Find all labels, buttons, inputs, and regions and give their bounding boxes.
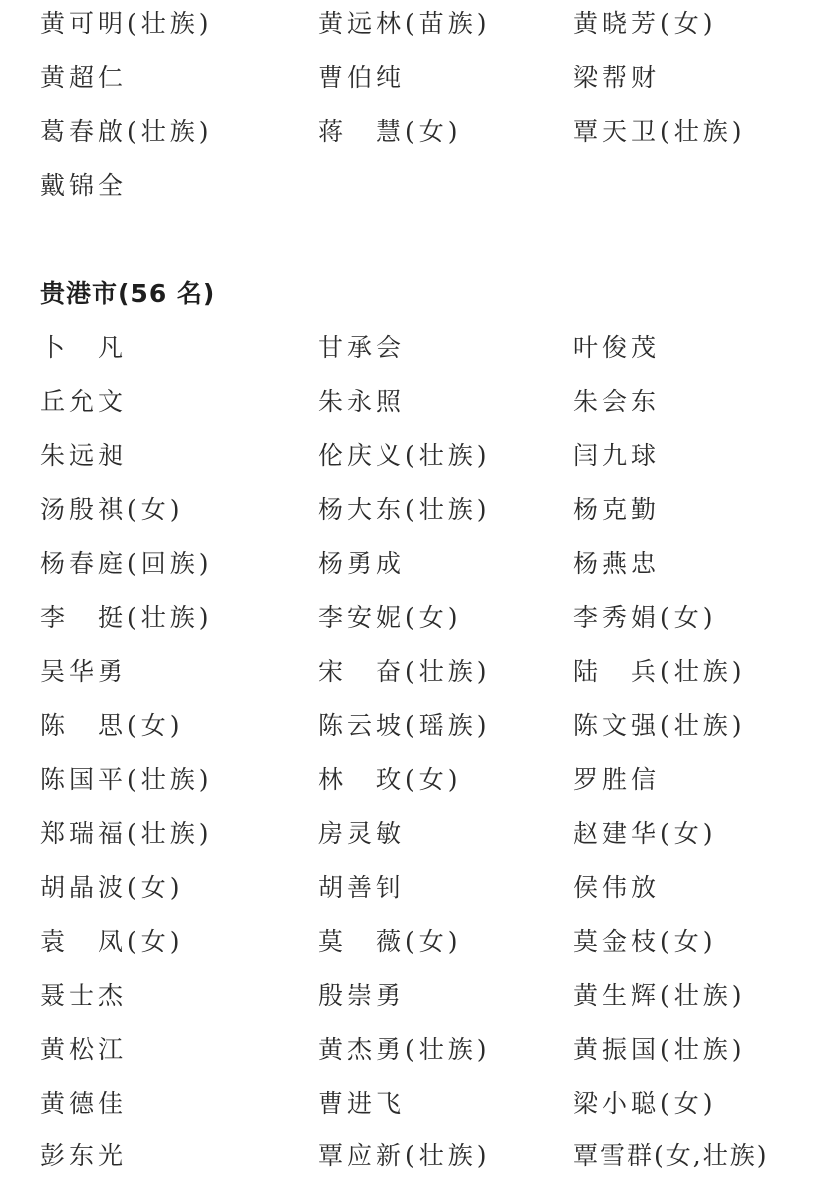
list-item: 叶俊茂 (573, 333, 661, 362)
list-item: 莫金枝(女) (573, 927, 717, 956)
list-item: 杨燕忠 (573, 549, 661, 578)
list-item: 胡善钊 (318, 873, 406, 902)
list-row (0, 652, 822, 692)
list-item: 曹伯纯 (318, 63, 406, 92)
list-item: 覃雪群(女,壮族) (573, 1141, 769, 1170)
list-item: 黄晓芳(女) (573, 9, 717, 38)
list-row (0, 112, 822, 152)
list-item: 葛春啟(壮族) (40, 117, 213, 146)
list-item: 吴华勇 (40, 657, 128, 686)
list-item: 杨克勤 (573, 495, 661, 524)
list-item: 李 挺(壮族) (40, 603, 213, 632)
list-row (0, 436, 822, 476)
list-item: 侯伟放 (573, 873, 661, 902)
list-row (0, 1084, 822, 1124)
list-item: 黄杰勇(壮族) (318, 1035, 491, 1064)
list-row (0, 544, 822, 584)
list-item: 宋 奋(壮族) (318, 657, 491, 686)
list-item: 陈云坡(瑶族) (318, 711, 491, 740)
list-item: 丘允文 (40, 387, 128, 416)
list-item: 罗胜信 (573, 765, 661, 794)
list-item: 黄可明(壮族) (40, 9, 213, 38)
list-item: 黄远林(苗族) (318, 9, 491, 38)
list-item: 黄生辉(壮族) (573, 981, 746, 1010)
list-item: 蒋 慧(女) (318, 117, 462, 146)
list-item: 彭东光 (40, 1141, 128, 1170)
list-item: 李秀娟(女) (573, 603, 717, 632)
list-row (0, 814, 822, 854)
list-item: 卜 凡 (40, 333, 128, 362)
list-item: 陆 兵(壮族) (573, 657, 746, 686)
list-row (0, 922, 822, 962)
list-item: 袁 凤(女) (40, 927, 184, 956)
list-item: 李安妮(女) (318, 603, 462, 632)
list-row (0, 1136, 822, 1176)
list-item: 黄超仁 (40, 63, 128, 92)
list-item: 陈国平(壮族) (40, 765, 213, 794)
list-item: 胡晶波(女) (40, 873, 184, 902)
list-item: 覃应新(壮族) (318, 1141, 491, 1170)
list-item: 赵建华(女) (573, 819, 717, 848)
list-item: 房灵敏 (318, 819, 406, 848)
list-row (0, 166, 822, 206)
list-row (0, 976, 822, 1016)
list-item: 梁小聪(女) (573, 1089, 717, 1118)
list-item: 杨春庭(回族) (40, 549, 213, 578)
list-item: 陈文强(壮族) (573, 711, 746, 740)
list-row (0, 382, 822, 422)
list-row (0, 868, 822, 908)
list-row (0, 490, 822, 530)
list-item: 梁帮财 (573, 63, 661, 92)
list-item: 黄德佳 (40, 1089, 128, 1118)
list-item: 莫 薇(女) (318, 927, 462, 956)
list-item: 郑瑞福(壮族) (40, 819, 213, 848)
list-item: 甘承会 (318, 333, 406, 362)
list-row (0, 58, 822, 98)
list-item: 黄松江 (40, 1035, 128, 1064)
list-item: 陈 思(女) (40, 711, 184, 740)
list-row (0, 706, 822, 746)
list-row (0, 1030, 822, 1070)
list-item: 朱会东 (573, 387, 661, 416)
list-item: 杨勇成 (318, 549, 406, 578)
list-row (0, 4, 822, 44)
list-item: 汤殷祺(女) (40, 495, 184, 524)
list-row (0, 328, 822, 368)
list-item: 林 玫(女) (318, 765, 462, 794)
list-item: 朱永照 (318, 387, 406, 416)
list-item: 聂士杰 (40, 981, 128, 1010)
list-item: 殷崇勇 (318, 981, 406, 1010)
list-item: 朱远昶 (40, 441, 128, 470)
list-row (0, 598, 822, 638)
list-item: 黄振国(壮族) (573, 1035, 746, 1064)
list-item: 闫九球 (573, 441, 661, 470)
list-item: 覃天卫(壮族) (573, 117, 746, 146)
list-item: 曹进飞 (318, 1089, 406, 1118)
list-item: 伦庆义(壮族) (318, 441, 491, 470)
list-item: 杨大东(壮族) (318, 495, 491, 524)
list-row (0, 760, 822, 800)
list-item: 戴锦全 (40, 171, 128, 200)
section-heading: 贵港市(56 名) (40, 279, 216, 308)
